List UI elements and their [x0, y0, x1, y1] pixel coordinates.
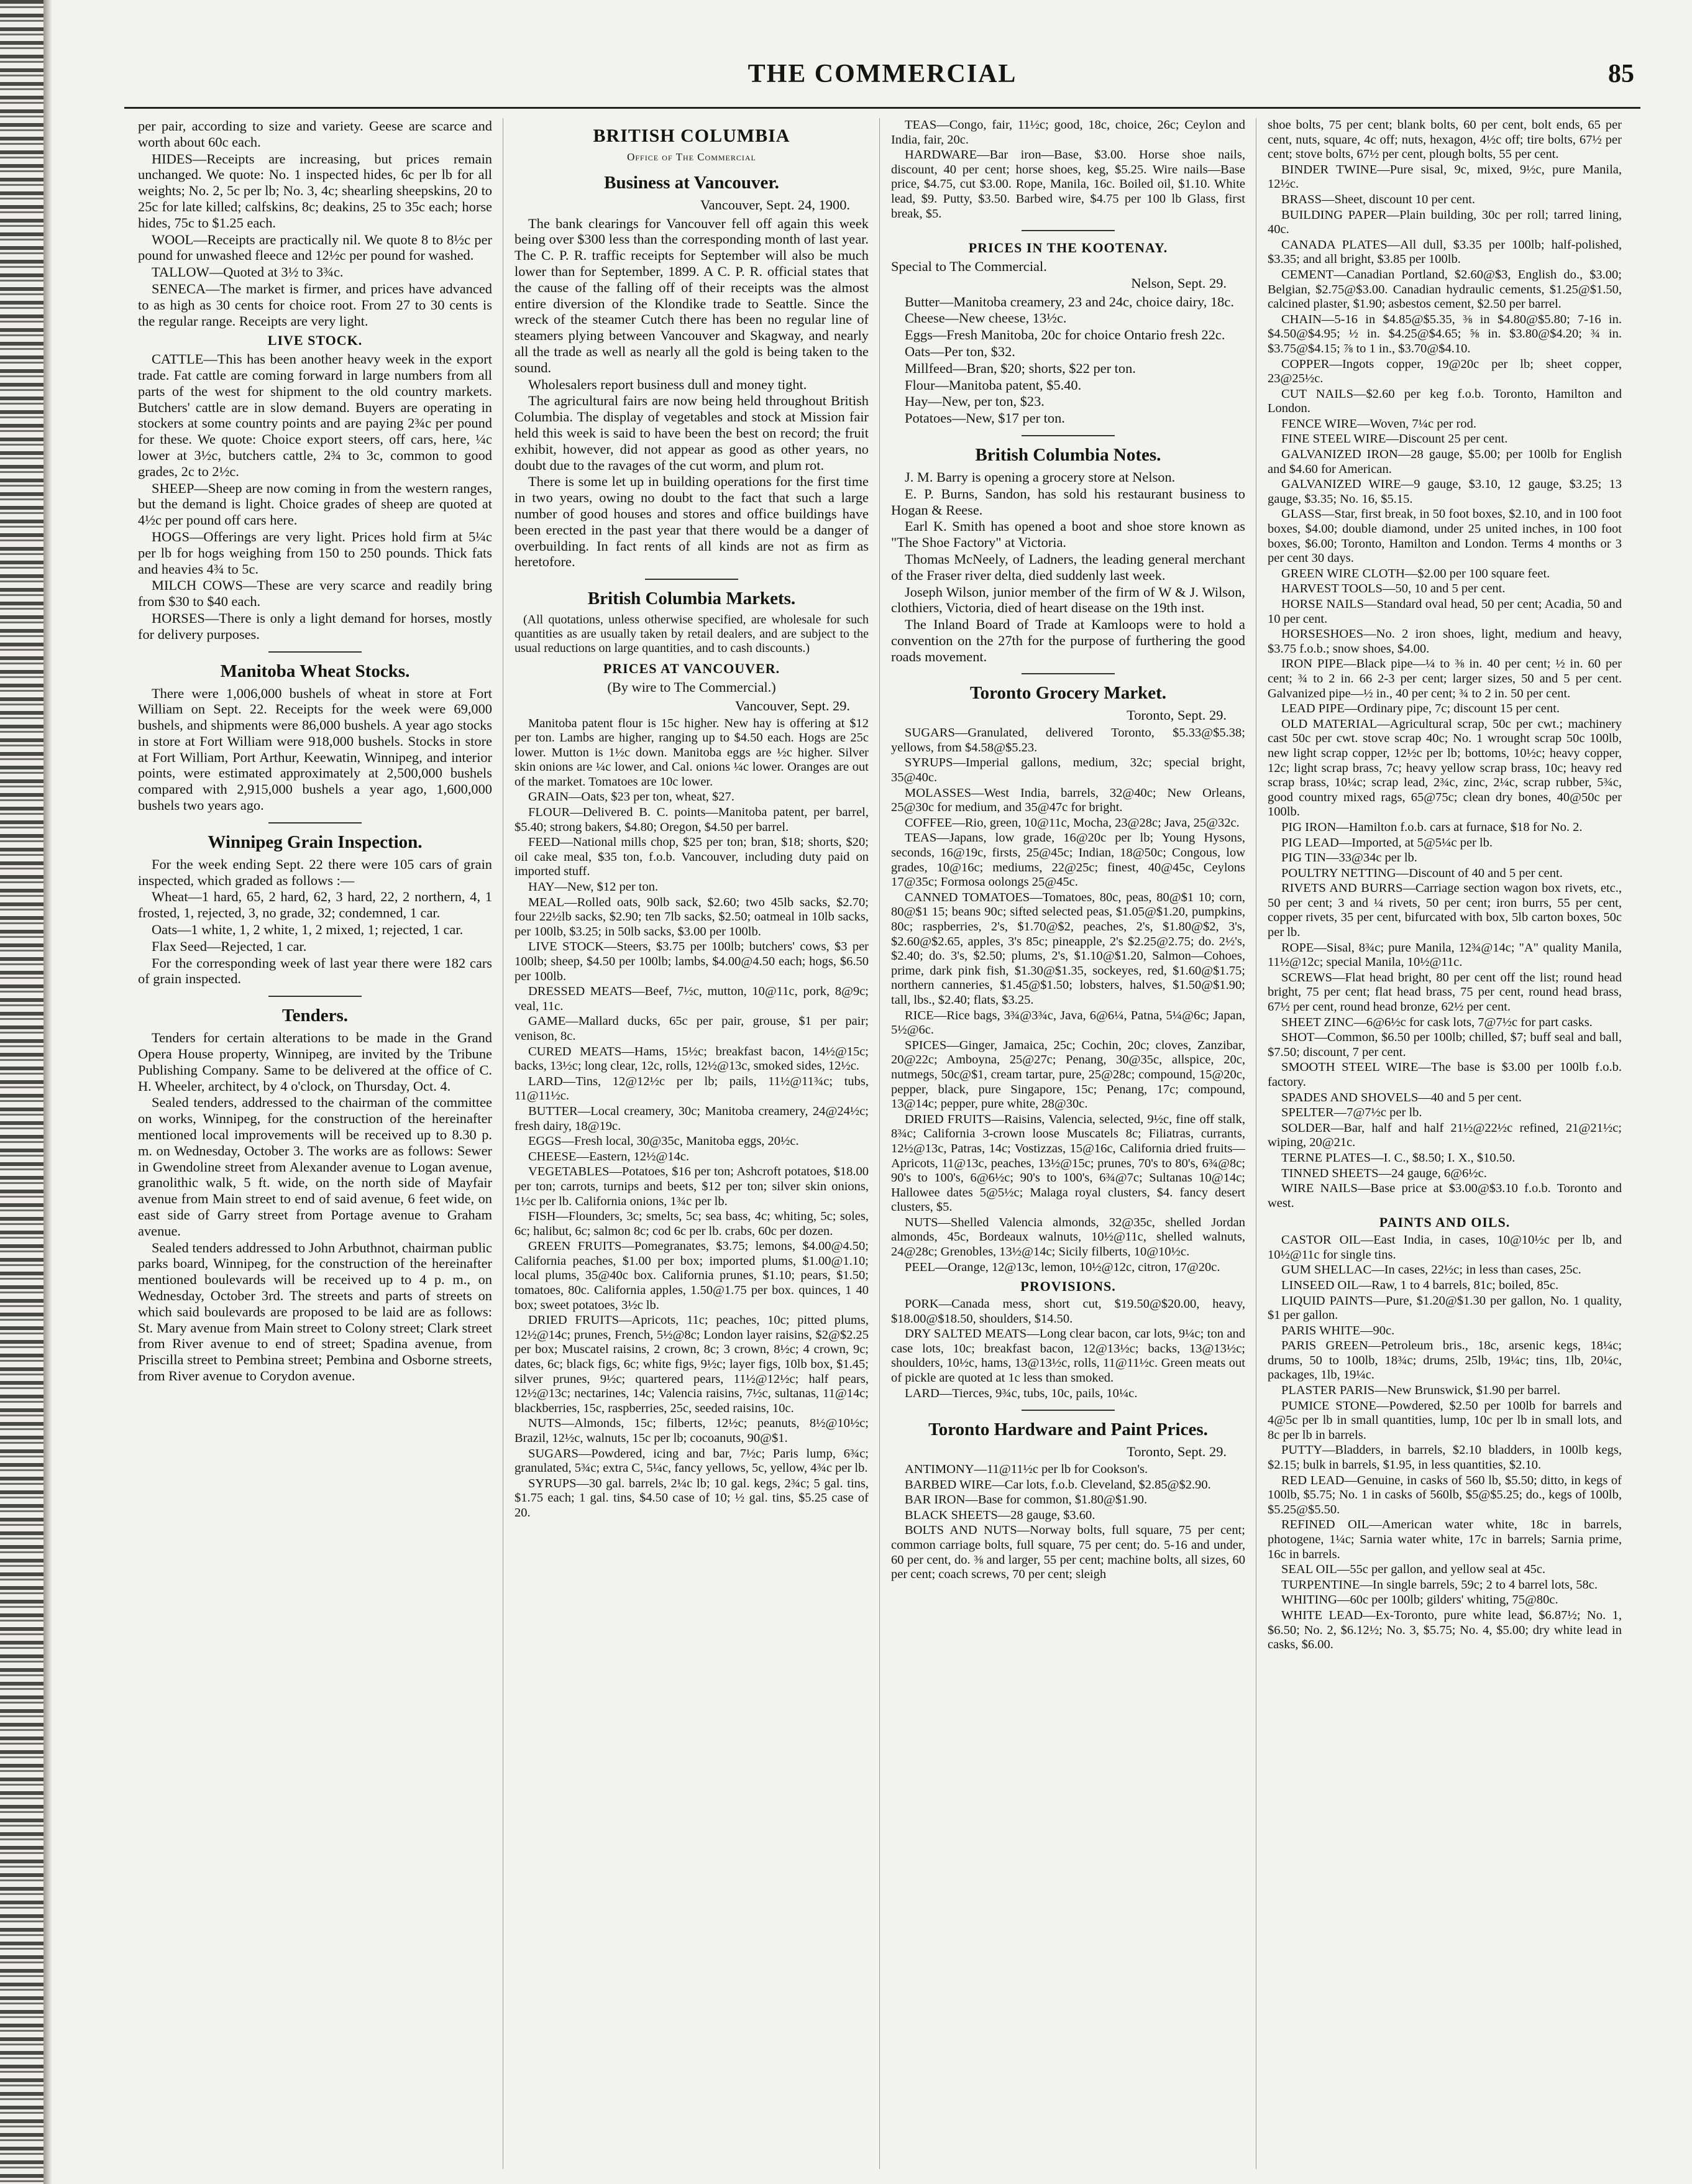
section-heading: Business at Vancouver.	[604, 172, 779, 193]
price-item: CANADA PLATES—All dull, $3.35 per 100lb; half-polished, $3.35; and all bright, $3.85 per 100lb.	[1268, 237, 1622, 267]
price-item: PORK—Canada mess, short cut, $19.50@$20.00, heavy, $18.00@$18.50, shoulders, $14.50.	[891, 1297, 1245, 1326]
column-4	[1268, 118, 1622, 2169]
price-item: CASTOR OIL—East India, in cases, 10@10½c per lb, and 10½@11c for single tins.	[1268, 1233, 1622, 1262]
paragraph: Butter—Manitoba creamery, 23 and 24c, choice dairy, 18c.	[905, 293, 1234, 310]
price-item: BARBED WIRE—Car lots, f.o.b. Cleveland, $2.85@$2.90.	[905, 1477, 1211, 1492]
price-item: OLD MATERIAL—Agricultural scrap, 50c per cwt.; machinery cast 50c per cwt. stove scrap 40c; No. 1 wrought scrap 50c 100lb, new light scrap copper, 12½c per lb; bottoms, 10½c; heavy copper, 12c; light scrap brass, 7c; heavy yellow scrap brass, 10c; heavy red scrap brass, 10¼c; scrap lead, 2¾c, zinc, 2¼c, scrap rubber, 5¾c, good country mixed rags, 65@75c; clean dry bones, 40@50c per 100lb.	[1268, 717, 1622, 819]
price-item: PLASTER PARIS—New Brunswick, $1.90 per barrel.	[1281, 1383, 1561, 1398]
separator-rule	[1022, 1410, 1115, 1411]
section-heading: Manitoba Wheat Stocks.	[220, 661, 410, 681]
price-item: SEAL OIL—55c per gallon, and yellow seal at 45c.	[1281, 1562, 1546, 1577]
price-item: SPICES—Ginger, Jamaica, 25c; Cochin, 20c; cloves, Zanzibar, 20@22c; Amboyna, 25@27c; Penang, 30@35c, allspice, 20c, nutmegs, 50c@$1, cream tartar, pure, 25@28c; compound, 15@20c, pepper, black, pure Singapore, 15c; Penang, 17c; compound, 13@14c; pepper, pure white, 28@30c.	[891, 1038, 1245, 1111]
price-item: DRIED FRUITS—Apricots, 11c; peaches, 10c; pitted plums, 12½@14c; prunes, French, 5½@8c; London layer raisins, $2@$2.25 per box; Muscatel raisins, 2 crown, 8c; 3 crown, 8½c; 4 crown, 9c; dates, 6c; black figs, 6c; white figs, 9½c; layer figs, 10lb box, $1.45; silver prunes, 9½c; quartered pears, 11½@12½c; half pears, 12½@13c; nectarines, 14c; Valencia raisins, 7½c, sultanas, 11@14c; blackberries, 15c, raspberries, 25c, seeded raisins, 10c.	[514, 1313, 869, 1415]
subheading: PRICES AT VANCOUVER.	[603, 661, 780, 677]
paragraph: Potatoes—New, $17 per ton.	[905, 410, 1065, 426]
price-item: GAME—Mallard ducks, 65c per pair, grouse, $1 per pair; venison, 8c.	[514, 1014, 869, 1043]
paragraph: There were 1,006,000 bushels of wheat in store at Fort William on Sept. 22. Receipts for the week were 69,000 bushels, and shipments were 86,000 bushels. A year ago stocks in store at Fort William were 918,000 bushels. Stocks in store at Fort William, Port Arthur, Keewatin, Winnipeg, and interior points, were estimated approximately at 2,500,000 bushels compared with 2,915,000 bushels a year ago, 1,600,000 bushels two years ago.	[138, 685, 492, 814]
subheading: LIVE STOCK.	[267, 333, 363, 349]
price-item: BAR IRON—Base for common, $1.80@$1.90.	[905, 1493, 1148, 1507]
paragraph: Hay—New, per ton, $23.	[905, 393, 1045, 410]
paragraph: Earl K. Smith has opened a boot and shoe store known as "The Shoe Factory" at Victoria.	[891, 518, 1245, 551]
price-item: HAY—New, $12 per ton.	[528, 880, 659, 894]
office-line: Office of The Commercial	[627, 151, 756, 163]
price-item: DRY SALTED MEATS—Long clear bacon, car lots, 9¼c; ton and case lots, 10c; breakfast bacon, 12@13½c; backs, 13@13½c; shoulders, 10½c, hams, 13@13½c, rolls, 11@11½c. Green meats out of pickle are quoted at 1c less than smoked.	[891, 1327, 1245, 1385]
price-item: PUMICE STONE—Powdered, $2.50 per 100lb for barrels and 4@5c per lb in small quantities, lump, 10c per lb in small lots, and 8c per lb in barrels.	[1268, 1398, 1622, 1442]
price-item: MOLASSES—West India, barrels, 32@40c; New Orleans, 25@30c for medium, and 35@47c for bright.	[891, 786, 1245, 815]
paragraph: The Inland Board of Trade at Kamloops were to hold a convention on the 27th for the purpose of furthering the good roads movement.	[891, 617, 1245, 664]
header-rule	[124, 107, 1640, 109]
price-item: RIVETS AND BURRS—Carriage section wagon box rivets, etc., 50 per cent; 3 and ¼ rivets, 50 per cent; iron burrs, 55 per cent, copper rivets, 35 per cent, bifurcated with box, 5lb carton boxes, 50c per lb.	[1268, 881, 1622, 940]
price-item: PUTTY—Bladders, in barrels, $2.10 bladders, in 100lb kegs, $2.15; bulk in barrels, $1.95, in less quantities, $2.10.	[1268, 1443, 1622, 1472]
price-item: SYRUPS—30 gal. barrels, 2¼c lb; 10 gal. kegs, 2¾c; 5 gal. tins, $1.75 each; 1 gal. tins, $4.50 case of 10; ½ gal. tins, $5.25 case of 20.	[514, 1476, 869, 1520]
price-item: shoe bolts, 75 per cent; blank bolts, 60 per cent, bolt ends, 65 per cent, nuts, square, 4c off; nuts, hexagon, 4½c off; tire bolts, 67½ per cent; stove bolts, 67½ per cent, plough bolts, 55 per cent.	[1268, 118, 1622, 162]
dateline: Toronto, Sept. 29.	[1127, 707, 1227, 723]
price-item: FLOUR—Delivered B. C. points—Manitoba patent, per barrel, $5.40; strong bakers, $4.80; Oregon, $4.50 per barrel.	[514, 805, 869, 834]
price-item: MEAL—Rolled oats, 90lb sack, $2.60; two 45lb sacks, $2.70; four 22½lb sacks, $2.90; ten 7lb sacks, $2.50; oatmeal in 10lb sacks, per 100lb, $3.25; in 50lb sacks, $3.00 per 100lb.	[514, 895, 869, 938]
price-item: BLACK SHEETS—28 gauge, $3.60.	[905, 1508, 1095, 1522]
price-item: SHEET ZINC—6@6½c for cask lots, 7@7½c for part casks.	[1281, 1015, 1593, 1029]
price-item: TEAS—Japans, low grade, 16@20c per lb; Young Hysons, seconds, 16@19c, firsts, 25@45c; Indian, 18@50c; Congous, low grades, 10@16c; mediums, 22@25c; finest, 40@45c, Ceylons 17@35c; Formosa oolongs 25@45c.	[891, 831, 1245, 889]
price-item: PARIS WHITE—90c.	[1281, 1323, 1395, 1337]
section-heading: Toronto Hardware and Paint Prices.	[928, 1420, 1208, 1440]
price-item: SUGARS—Powdered, icing and bar, 7½c; Paris lump, 6¾c; granulated, 5¾c; extra C, 5¼c, fancy yellows, 5c, yellow, 4¾c per lb.	[514, 1446, 869, 1475]
price-item: SPADES AND SHOVELS—40 and 5 per cent.	[1281, 1090, 1522, 1104]
price-item: BINDER TWINE—Pure sisal, 9c, mixed, 9½c, pure Manila, 12½c.	[1268, 162, 1622, 191]
paragraph: per pair, according to size and variety. Geese are scarce and worth about 60c each.	[138, 118, 492, 150]
price-item: Manitoba patent flour is 15c higher. New hay is offering at $12 per ton. Lambs are higher, ranging up to $4.50 each. Hogs are 25c lower. Mutton is 1½c down. Manitoba eggs are ½c higher. Silver skin onions are ¼c lower, and Cal. onions ¼c lower. Oranges are out of the market. Tomatoes are 10c lower.	[514, 716, 869, 789]
paragraph: Cheese—New cheese, 13½c.	[905, 310, 1067, 326]
column-2	[514, 118, 869, 2169]
section-heading: Tenders.	[281, 1006, 349, 1026]
price-item: FISH—Flounders, 3c; smelts, 5c; sea bass, 4c; whiting, 5c; soles, 6c; halibut, 6c; salmon 8c; cod 6c per lb. crabs, 60c per dozen.	[514, 1209, 869, 1238]
paragraph: For the week ending Sept. 22 there were 105 cars of grain inspected, which graded as follows :—	[138, 856, 492, 888]
paragraph: Tenders for certain alterations to be made in the Grand Opera House property, Winnipeg, are invited by the Tribune Publishing Company. Same to be delivered at the office of C. H. Wheeler, architect, by 4 o'clock, on Thursday, Oct. 4.	[138, 1030, 492, 1094]
price-item: SPELTER—7@7½c per lb.	[1281, 1106, 1422, 1120]
price-item: DRESSED MEATS—Beef, 7½c, mutton, 10@11c, pork, 8@9c; veal, 11c.	[514, 984, 869, 1013]
price-item: BUILDING PAPER—Plain building, 30c per roll; tarred lining, 40c.	[1268, 208, 1622, 237]
paragraph: CATTLE—This has been another heavy week in the export trade. Fat cattle are coming forward in large numbers from all parts of the west for shipment to the old country markets. Butchers' cattle are in slow demand. Buyers are operating in stockers at some country points and are paying 2¾c per pound for these. We quote: Choice export steers, off cars, here, ¼c lower at 3½c, butchers cattle, 2¾ to 3c, common to good grades, 2c to 2½c.	[138, 351, 492, 479]
price-item: COPPER—Ingots copper, 19@20c per lb; sheet copper, 23@25½c.	[1268, 357, 1622, 386]
price-item: NUTS—Shelled Valencia almonds, 32@35c, shelled Jordan almonds, 45c, Bordeaux walnuts, 10½@11c, shelled walnuts, 24@28c; Grenobles, 13½@14c; Sicily filberts, 10@10½c.	[891, 1215, 1245, 1259]
price-item: HARVEST TOOLS—50, 10 and 5 per cent.	[1281, 582, 1506, 596]
price-item: BOLTS AND NUTS—Norway bolts, full square, 75 per cent; common carriage bolts, full square, 75 per cent; do. 5-16 and under, 60 per cent, do. ⅜ and larger, 55 per cent; machine bolts, all sizes, 60 per cent; coach screws, 70 per cent; sleigh	[891, 1523, 1245, 1582]
paragraph: For the corresponding week of last year there were 182 cars of grain inspected.	[138, 955, 492, 987]
price-item: CEMENT—Canadian Portland, $2.60@$3, English do., $3.00; Belgian, $2.75@$3.00. Canadian hydraulic cements, $1.25@$1.50, calcined plaster, $1.90; asbestos cement, $2.50 per barrel.	[1268, 267, 1622, 311]
price-item: PARIS GREEN—Petroleum bris., 18c, arsenic kegs, 18¼c; drums, 50 to 100lb, 18¾c; drums, 25lb, 19¼c; tins, 1lb, 20¼c, packages, 1lb, 19¼c.	[1268, 1339, 1622, 1382]
dateline: Vancouver, Sept. 24, 1900.	[700, 196, 850, 213]
paragraph: WOOL—Receipts are practically nil. We quote 8 to 8½c per pound for unwashed fleece and 12½c per pound for washed.	[138, 231, 492, 264]
price-item: RED LEAD—Genuine, in casks of 560 lb, $5.50; ditto, in kegs of 100lb, $5.75; No. 1 in casks of 560lb, $5@$5.25; do., kegs of 100lb, $5.25@$5.50.	[1268, 1473, 1622, 1516]
special-line: Special to The Commercial.	[891, 258, 1047, 274]
price-item: HORSESHOES—No. 2 iron shoes, light, medium and heavy, $3.75 f.o.b.; snow shoes, $4.00.	[1268, 627, 1622, 656]
separator-rule	[268, 822, 362, 824]
paragraph: Wheat—1 hard, 65, 2 hard, 62, 3 hard, 22, 2 northern, 4, 1 frosted, 1, rejected, 3, no grade, 32; condemned, 1 car.	[138, 889, 492, 921]
price-item: SHOT—Common, $6.50 per 100lb; chilled, $7; buff seal and ball, $7.50; discount, 7 per cent.	[1268, 1030, 1622, 1059]
page-number: 85	[1608, 60, 1634, 88]
price-item: WHITE LEAD—Ex-Toronto, pure white lead, $6.87½; No. 1, $6.50; No. 2, $6.12½; No. 3, $5.75; No. 4, $5.00; dry white lead in casks, $6.00.	[1268, 1608, 1622, 1652]
price-item: EGGS—Fresh local, 30@35c, Manitoba eggs, 20½c.	[528, 1134, 799, 1149]
paragraph: HORSES—There is only a light demand for horses, mostly for delivery purposes.	[138, 610, 492, 642]
price-item: BRASS—Sheet, discount 10 per cent.	[1281, 192, 1476, 206]
scan-binding-edge	[0, 0, 43, 2184]
paragraph: E. P. Burns, Sandon, has sold his restaurant business to Hogan & Reese.	[891, 485, 1245, 518]
price-item: FEED—National mills chop, $25 per ton; bran, $18; shorts, $20; oil cake meal, $35 ton, f.o.b. Vancouver, including duty paid on imported stuff.	[514, 835, 869, 879]
separator-rule	[1022, 673, 1115, 674]
section-heading: Winnipeg Grain Inspection.	[208, 832, 423, 852]
price-item: LEAD PIPE—Ordinary pipe, 7c; discount 15 per cent.	[1281, 702, 1560, 716]
paragraph: Wholesalers report business dull and money tight.	[528, 376, 807, 392]
subheading: PAINTS AND OILS.	[1379, 1214, 1511, 1231]
price-item: TINNED SHEETS—24 gauge, 6@6½c.	[1281, 1166, 1487, 1180]
paragraph: Sealed tenders addressed to John Arbuthnot, chairman public parks board, Winnipeg, for the construction of the hereinafter mentioned boulevards will be received up to 4 p. m., on Wednesday, October 3rd. The streets and parts of streets on which said boulevards are proposed to be laid are as follows: St. Mary avenue from Main street to Colony street; Clark street from River avenue to end of street; Spadina avenue, from Priscilla street to Pembina street; Pembina and Osborne streets, from River avenue to Corydon avenue.	[138, 1239, 492, 1383]
paragraph: J. M. Barry is opening a grocery store at Nelson.	[905, 469, 1176, 485]
price-item: SYRUPS—Imperial gallons, medium, 32c; special bright, 35@40c.	[891, 756, 1245, 785]
separator-rule	[268, 996, 362, 997]
dateline: Nelson, Sept. 29.	[1131, 275, 1227, 291]
price-item: NUTS—Almonds, 15c; filberts, 12½c; peanuts, 8½@10½c; Brazil, 12½c, walnuts, 15c per lb; cocoanuts, 90@$1.	[514, 1416, 869, 1446]
price-item: PIG TIN—33@34c per lb.	[1281, 851, 1417, 865]
price-item: GREEN FRUITS—Pomegranates, $3.75; lemons, $4.00@4.50; California peaches, $1.00 per box; imported plums, $1.00@1.10; local plums, 35@40c box. California prunes, $1.10; pears, $1.50; tomatoes, 80c. California apples, 1.50@1.75 per box. quinces, 1 40 box; sweet potatoes, 3½c lb.	[514, 1239, 869, 1312]
paragraph: Joseph Wilson, junior member of the firm of W & J. Wilson, clothiers, Victoria, died of heart disease on the 19th inst.	[891, 584, 1245, 616]
price-item: VEGETABLES—Potatoes, $16 per ton; Ashcroft potatoes, $18.00 per ton; carrots, turnips and beets, $12 per ton; silver skin onions, 1½c per lb. California onions, 1¾c per lb.	[514, 1165, 869, 1208]
price-item: TEAS—Congo, fair, 11½c; good, 18c, choice, 26c; Ceylon and India, fair, 20c.	[891, 118, 1245, 147]
paragraph: Millfeed—Bran, $20; shorts, $22 per ton.	[905, 360, 1136, 376]
separator-rule	[645, 579, 738, 580]
price-item: SMOOTH STEEL WIRE—The base is $3.00 per 100lb f.o.b. factory.	[1268, 1060, 1622, 1089]
separator-rule	[268, 651, 362, 653]
price-item: GRAIN—Oats, $23 per ton, wheat, $27.	[528, 790, 734, 804]
paragraph: Oats—Per ton, $32.	[905, 343, 1015, 359]
section-heading: British Columbia Markets.	[587, 589, 796, 609]
price-item: ANTIMONY—11@11½c per lb for Cookson's.	[905, 1462, 1148, 1476]
price-item: GUM SHELLAC—In cases, 22½c; in less than cases, 25c.	[1281, 1263, 1581, 1277]
price-item: CUT NAILS—$2.60 per keg f.o.b. Toronto, Hamilton and London.	[1268, 387, 1622, 416]
wire-note: (By wire to The Commercial.)	[607, 679, 776, 695]
price-item: GALVANIZED WIRE—9 gauge, $3.10, 12 gauge, $3.25; 13 gauge, $3.35; No. 16, $5.15.	[1268, 477, 1622, 506]
paragraph: The bank clearings for Vancouver fell off again this week being over $300 less than the corresponding month of last year. The C. P. R. traffic receipts for September will also be much lower than for September, 1899. A C. P. R. official states that the cause of the falling off of their receipts was the almost entire diversion of the Klondike trade to Seattle. Since the wreck of the steamer Cutch there has been no regular line of steamers plying between Vancouver and Skagway, and nearly all the trade as well as nearly all the gold is being taken to the sound.	[514, 215, 869, 375]
price-item: TERNE PLATES—I. C., $8.50; I. X., $10.50.	[1281, 1150, 1516, 1165]
price-item: FENCE WIRE—Woven, 7¼c per rod.	[1281, 416, 1476, 431]
paragraph: HOGS—Offerings are very light. Prices hold firm at 5¼c per lb for hogs weighing from 150 to 250 pounds. Thick fats and heavies 4¾ to 5c.	[138, 528, 492, 577]
price-item: HORSE NAILS—Standard oval head, 50 per cent; Acadia, 50 and 10 per cent.	[1268, 597, 1622, 626]
column-1	[138, 118, 492, 2169]
paragraph: Flour—Manitoba patent, $5.40.	[905, 377, 1082, 393]
price-item: SCREWS—Flat head bright, 80 per cent off the list; round head bright, 75 per cent; flat head brass, 75 per cent, round head brass, 67½ per cent, round head bronze, 62½ per cent.	[1268, 970, 1622, 1014]
price-item: LARD—Tins, 12@12½c per lb; pails, 11½@11¾c; tubs, 11@11½c.	[514, 1074, 869, 1103]
price-item: LIVE STOCK—Steers, $3.75 per 100lb; butchers' cows, $3 per 100lb; sheep, $4.50 per 100lb; lambs, $4.00@4.50 each; hogs, $6.50 per 100lb.	[514, 940, 869, 983]
paragraph: MILCH COWS—These are very scarce and readily bring from $30 to $40 each.	[138, 577, 492, 610]
price-item: LINSEED OIL—Raw, 1 to 4 barrels, 81c; boiled, 85c.	[1281, 1278, 1559, 1292]
price-item: GLASS—Star, first break, in 50 foot boxes, $2.10, and in 100 foot boxes, $4.00; double diamond, under 25 united inches, in 100 foot boxes, $6.00; Toronto, Hamilton and London. Terms 4 months or 3 per cent 30 days.	[1268, 507, 1622, 566]
paragraph: Thomas McNeely, of Ladners, the leading general merchant of the Fraser river delta, died suddenly last week.	[891, 551, 1245, 583]
subheading: PROVISIONS.	[1020, 1278, 1116, 1295]
scan-binding-shadow	[43, 0, 52, 2184]
price-item: PIG LEAD—Imported, at 5@5¼c per lb.	[1281, 835, 1493, 850]
price-item: COFFEE—Rio, green, 10@11c, Mocha, 23@28c; Java, 25@32c.	[905, 815, 1240, 830]
paragraph: The agricultural fairs are now being held throughout British Columbia. The display of vegetables and stock at Mission fair held this week is said to have been the best on record; the fruit exhibit, however, did not appear as good as other years, no doubt due to the ravages of the cut worm, and plum rot.	[514, 393, 869, 473]
quotation-note: (All quotations, unless otherwise specified, are wholesale for such quantities as are usually taken by retail dealers, and are subject to the usual reductions on large quantities, and to cash discounts.)	[514, 613, 869, 656]
price-item: BUTTER—Local creamery, 30c; Manitoba creamery, 24@24½c; fresh dairy, 18@19c.	[514, 1104, 869, 1133]
paragraph: Oats—1 white, 1, 2 white, 1, 2 mixed, 1; rejected, 1 car.	[152, 922, 464, 938]
price-item: LIQUID PAINTS—Pure, $1.20@$1.30 per gallon, No. 1 quality, $1 per gallon.	[1268, 1293, 1622, 1323]
price-item: POULTRY NETTING—Discount of 40 and 5 per cent.	[1281, 866, 1563, 880]
paragraph: There is some let up in building operations for the first time in two years, owing no doubt to the fact that such a large number of good houses and stores and office buildings have been erected in the past year that there would be a danger of overbuilding. In fact rents of all kinds are not as firm as heretofore.	[514, 474, 869, 570]
page-header	[124, 59, 1640, 103]
price-item: HARDWARE—Bar iron—Base, $3.00. Horse shoe nails, discount, 40 per cent; horse shoes, keg, $5.25. Wire nails—Base price, $4.75, cut $3.00. Rope, Manila, 16c. Boiled oil, $1.10. White lead, $9. Putty, $3.50. Barbed wire, $4.75 per 100 lb Glass, first break, $5.	[891, 148, 1245, 221]
separator-rule	[1022, 435, 1115, 436]
price-item: LARD—Tierces, 9¾c, tubs, 10c, pails, 10¼c.	[905, 1386, 1138, 1400]
publication-title: THE COMMERCIAL	[748, 60, 1017, 88]
paragraph: Sealed tenders, addressed to the chairman of the committee on works, Winnipeg, for the construction of the hereinafter mentioned local improvements will be received up to 8.30 p. m. on Wednesday, October 3. The works are as follows: Sewer in Gwendoline street from Alexander avenue to Logan avenue, granolithic walk, 5 ft. wide, on the north side of Mayfair avenue from Main street to end of said avenue, 6 feet wide, on east side of Garry street from Portage avenue to Graham avenue.	[138, 1094, 492, 1239]
price-item: IRON PIPE—Black pipe—¼ to ⅜ in. 40 per cent; ½ in. 60 per cent; ¾ to 2 in. 66 2-3 per cent; larger sizes, 50 and 5 per cent. Galvanized pipe—½ in., 40 per cent; ¾ to 2 in. 50 per cent.	[1268, 657, 1622, 700]
price-item: WHITING—60c per 100lb; gilders' whiting, 75@80c.	[1281, 1593, 1558, 1607]
price-item: FINE STEEL WIRE—Discount 25 per cent.	[1281, 432, 1508, 446]
section-heading: Toronto Grocery Market.	[970, 683, 1166, 704]
separator-rule	[1022, 230, 1115, 231]
region-heading: BRITISH COLUMBIA	[593, 126, 790, 146]
column-3	[891, 118, 1245, 2169]
price-item: PIG IRON—Hamilton f.o.b. cars at furnace, $18 for No. 2.	[1281, 820, 1583, 834]
price-item: DRIED FRUITS—Raisins, Valencia, selected, 9½c, fine off stalk, 8¾c; California 3-crown loose Muscatels 8c; Filiatras, currants, 12½@13c, Patras, 14c; Vostizzas, 15@16c, California dried fruits—Apricots, 11@13c, peaches, 13½@15c; prunes, 70's to 80's, 6¾@8c; 90's to 100's, 6@6½c; 90's to 100's, 6¾@7c; Sultanas 10@14c; Hallowee dates 5@5½c; Malaga royal clusters, $4. fancy desert clusters, $5.	[891, 1112, 1245, 1214]
price-item: TURPENTINE—In single barrels, 59c; 2 to 4 barrel lots, 58c.	[1281, 1577, 1598, 1592]
price-item: CURED MEATS—Hams, 15½c; breakfast bacon, 14½@15c; backs, 13½c; long clear, 12c, rolls, 12½@13c, smoked sides, 12½c.	[514, 1044, 869, 1073]
price-item: CHEESE—Eastern, 12½@14c.	[528, 1149, 690, 1163]
price-item: CANNED TOMATOES—Tomatoes, 80c, peas, 80@$1 10; corn, 80@$1 15; beans 90c; sifted selected peas, $1.05@$1.20, pumpkins, 80c; raspberries, 2's, $1.70@$2, peaches, 2's, $1.80@$2, 3's, $2.60@$2.65, apples, 3's 85c; pineapple, 2's $2.25@2.75; do. 2½'s, $2.40; do. 3's, $2.50; plums, 2's, $1.10@$1.20, Salmon—Cohoes, prime, dark pink fish, $1.30@$1.35, sockeyes, red, $1.60@$1.75; northern canneries, $1.45@$1.50; lobsters, halves, $1.50@$1.90; tall, lbs., $2.40; flats, $3.25.	[891, 890, 1245, 1007]
price-item: CHAIN—5-16 in $4.85@$5.35, ⅜ in $4.80@$5.80; 7-16 in. $4.50@$4.95; ½ in. $4.25@$4.65; ⅝ in. $3.80@$4.20; ¾ in. $3.75@$4.15; ⅞ to 1 in., $3.70@$4.10.	[1268, 312, 1622, 356]
price-item: GREEN WIRE CLOTH—$2.00 per 100 square feet.	[1281, 566, 1550, 580]
paragraph: SHEEP—Sheep are now coming in from the western ranges, but the demand is light. Choice grades of sheep are quoted at 4½c per pound off cars here.	[138, 480, 492, 528]
column-rule	[879, 118, 880, 2169]
dateline: Toronto, Sept. 29.	[1127, 1444, 1227, 1460]
paragraph: Flax Seed—Rejected, 1 car.	[152, 938, 307, 954]
price-item: SUGARS—Granulated, delivered Toronto, $5.33@$5.38; yellows, from $4.58@$5.23.	[891, 726, 1245, 755]
section-heading: British Columbia Notes.	[975, 444, 1161, 465]
price-item: REFINED OIL—American water white, 18c in barrels, photogene, 1¼c; Sarnia water white, 17c in barrels; Sarnia prime, 16c in barrels.	[1268, 1518, 1622, 1561]
paragraph: Eggs—Fresh Manitoba, 20c for choice Ontario fresh 22c.	[905, 327, 1225, 343]
paragraph: TALLOW—Quoted at 3½ to 3¾c.	[152, 264, 344, 280]
price-item: PEEL—Orange, 12@13c, lemon, 10½@12c, citron, 17@20c.	[905, 1260, 1220, 1274]
paragraph: SENECA—The market is firmer, and prices have advanced to as high as 30 cents for choice root. From 27 to 30 cents is the regular range. Receipts are very light.	[138, 280, 492, 329]
price-item: RICE—Rice bags, 3¾@3¾c, Java, 6@6¼, Patna, 5¼@6c; Japan, 5½@6c.	[891, 1008, 1245, 1037]
dateline: Vancouver, Sept. 29.	[734, 697, 850, 713]
price-item: ROPE—Sisal, 8¾c; pure Manila, 12¾@14c; "A" quality Manila, 11½@12c; special Manila, 10½@11c.	[1268, 940, 1622, 970]
price-item: SOLDER—Bar, half and half 21½@22½c refined, 21@21½c; wiping, 20@21c.	[1268, 1121, 1622, 1150]
subheading: PRICES IN THE KOOTENAY.	[968, 240, 1168, 256]
price-item: WIRE NAILS—Base price at $3.00@$3.10 f.o.b. Toronto and west.	[1268, 1181, 1622, 1210]
paragraph: HIDES—Receipts are increasing, but prices remain unchanged. We quote: No. 1 inspected hides, 6c per lb for all weights; No. 2, 5c per lb; No. 3, 4c; shearling sheepskins, 20 to 25c for late killed; calfskins, 8c; deakins, 25 to 35c each; horse hides, 75c to $1.25 each.	[138, 150, 492, 231]
price-item: GALVANIZED IRON—28 gauge, $5.00; per 100lb for English and $4.60 for American.	[1268, 447, 1622, 476]
